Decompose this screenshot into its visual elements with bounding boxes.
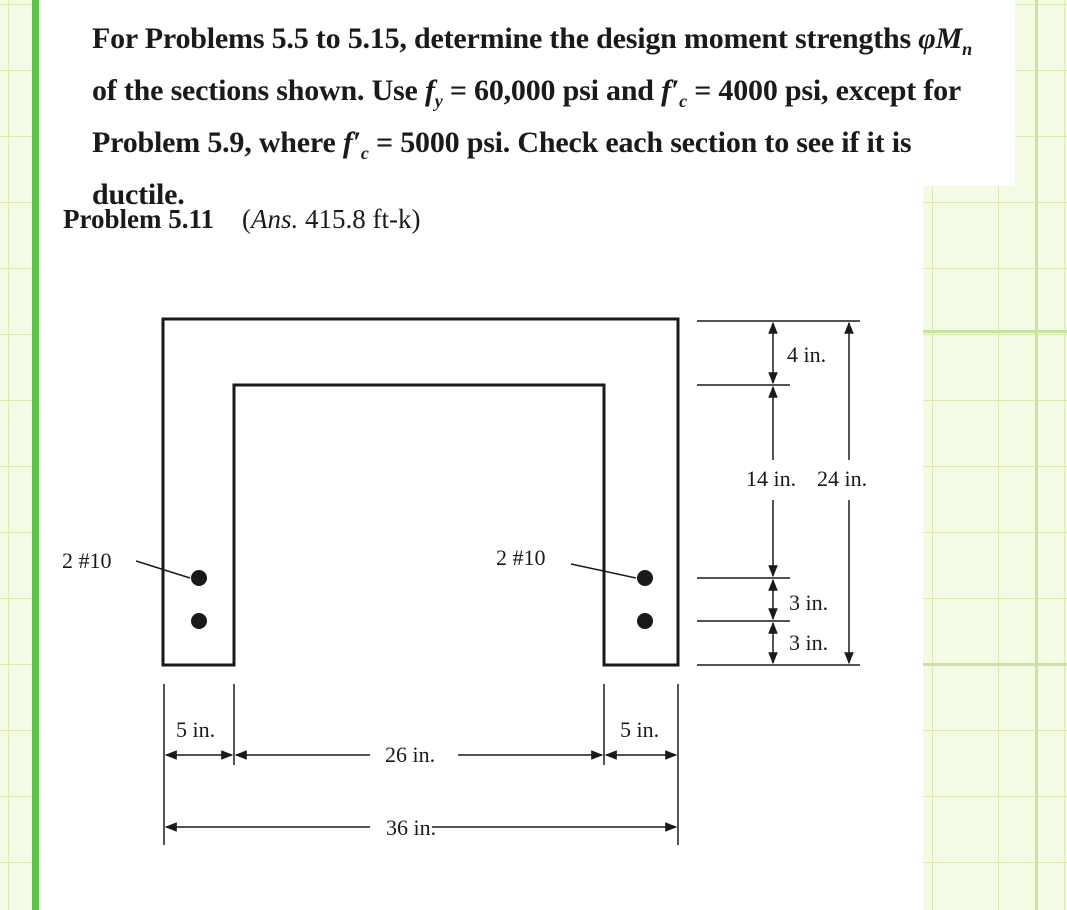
subscript: y [434,91,443,111]
statement-text: = 5000 psi. Check each section to see if it is ductile. [92,126,912,211]
inverted-u-section-outline [163,319,678,665]
fc-symbol: f′ [342,126,361,159]
reinforcing-bars [191,570,653,629]
statement-text: = 60,000 psi and [442,74,662,107]
answer-paren: ( [242,204,251,234]
rebar-label-right: 2 #10 [496,545,546,570]
phi-mn-symbol: φM [918,22,963,55]
rebar-dot [637,570,653,586]
answer-value: 415.8 ft-k) [298,204,421,234]
problem-number: Problem 5.11 [63,204,214,234]
subscript: c [360,143,369,163]
statement-text: of the sections shown. Use [92,74,425,107]
subscript: n [962,39,972,59]
dim-left-leg: 5 in. [176,717,216,742]
dim-web-height: 14 in. [746,466,797,491]
rebar-label-left: 2 #10 [62,548,112,573]
answer-word: Ans. [251,204,299,234]
statement-text: = 4000 psi, except for Problem 5.9, where [92,74,961,159]
fy-symbol: f [424,74,435,107]
rebar-dot [191,570,207,586]
dim-top-flange: 4 in. [787,342,827,367]
dim-bottom-cover: 3 in. [789,630,829,655]
dim-bar-spacing: 3 in. [789,590,829,615]
subscript: c [679,91,687,111]
fc-symbol: f′ [661,74,680,107]
dim-inner-width: 26 in. [385,742,436,767]
dim-right-leg: 5 in. [620,717,660,742]
dim-total-width: 36 in. [386,815,437,840]
statement-text: For Problems 5.5 to 5.15, determine the design moment strengths [92,22,919,55]
dim-total-height: 24 in. [817,466,868,491]
rebar-dot [191,613,207,629]
rebar-dot [637,613,653,629]
